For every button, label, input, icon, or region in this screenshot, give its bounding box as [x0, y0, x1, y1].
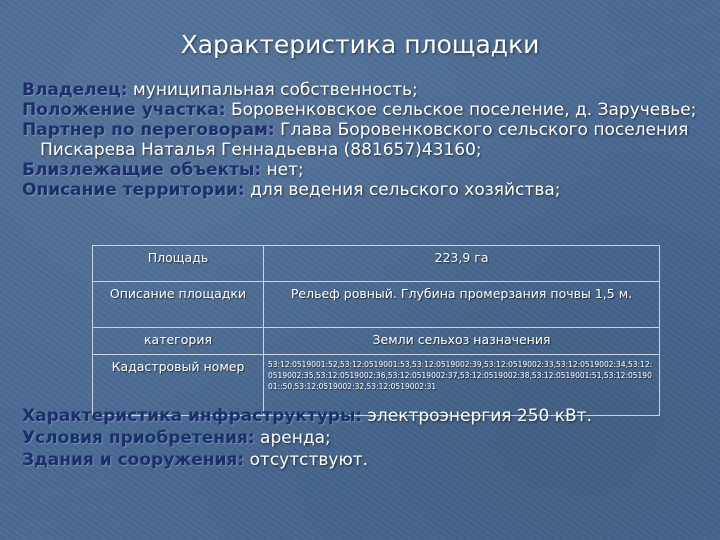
info-item-location: [22, 100, 712, 120]
info-item-nearby: [22, 160, 712, 180]
terms-item-buildings: [22, 449, 712, 471]
table-value: Земли сельхоз назначения: [264, 328, 660, 355]
info-label: Близлежащие объекты:: [22, 160, 262, 180]
terms-item-infrastructure: [22, 405, 712, 427]
info-value: Боровенковское сельское поселение, д. Заручевье;: [225, 100, 697, 120]
terms-label: Условия приобретения:: [22, 428, 255, 448]
info-label: Описание территории:: [22, 180, 245, 200]
terms-list: [22, 405, 712, 471]
info-value: муниципальная собственность;: [127, 80, 418, 100]
table-row: [93, 328, 660, 355]
site-properties-table: [92, 245, 660, 416]
info-value: нет;: [261, 160, 304, 180]
info-label: Партнер по переговорам:: [22, 120, 275, 140]
table-key: Кадастровый номер: [93, 355, 264, 416]
terms-label: Характеристика инфраструктуры:: [22, 406, 363, 426]
table-value: Рельеф ровный. Глубина промерзания почвы 1,5 м.: [264, 282, 660, 328]
info-label: Положение участка:: [22, 100, 226, 120]
table-value: 223,9 га: [264, 246, 660, 282]
table-key: Описание площадки: [93, 282, 264, 328]
info-item-partner: [22, 120, 712, 160]
info-list: [22, 80, 712, 200]
info-item-territory: [22, 180, 712, 200]
terms-label: Здания и сооружения:: [22, 450, 245, 470]
slide-title: Характеристика площадки: [180, 30, 540, 59]
info-item-owner: [22, 80, 712, 100]
terms-item-acquisition: [22, 427, 712, 449]
cadastral-numbers: 53:12:0519001:52,53:12:0519001:53,53:12:0519002:39,53:12:0519002:33,53:12:0519002:34,53:12:0519002:35,53:12:0519002:36,53:12:0519002:37,53:12:0519002:38,53:12:0519001:51,53:12:0519001::50,53:12:0519002:32,53:12:0519002:31: [264, 355, 660, 416]
terms-value: электроэнергия 250 кВт.: [362, 406, 592, 426]
table-row: [93, 282, 660, 328]
info-value: Глава Боровенковского сельского поселения Пискарева Наталья Геннадьевна (881657)43160;: [40, 120, 689, 160]
table-key: Площадь: [93, 246, 264, 282]
info-value: для ведения сельского хозяйства;: [244, 180, 561, 200]
info-label: Владелец:: [22, 80, 128, 100]
table-row: [93, 246, 660, 282]
table-key: категория: [93, 328, 264, 355]
terms-value: отсутствуют.: [244, 450, 369, 470]
terms-value: аренда;: [254, 428, 331, 448]
